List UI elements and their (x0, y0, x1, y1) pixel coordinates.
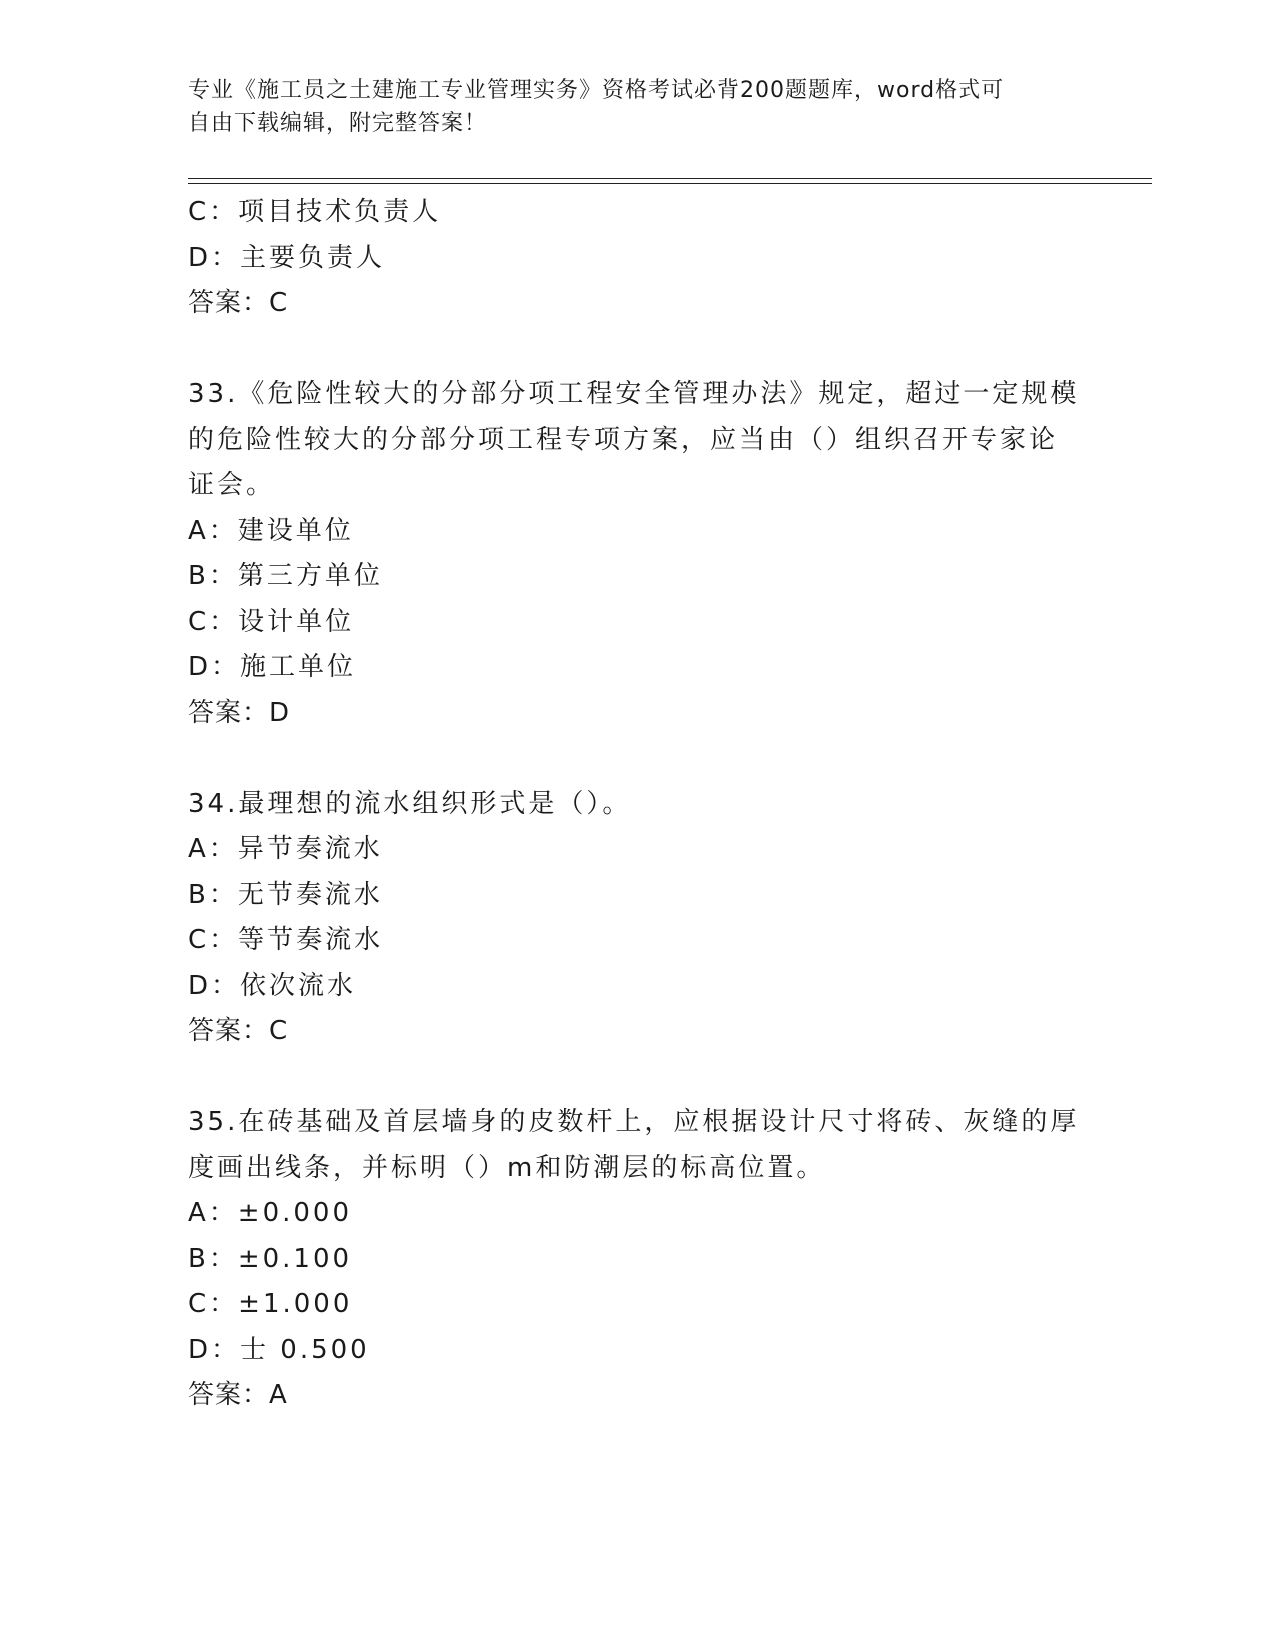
header-divider-top (188, 178, 1152, 179)
spacer (188, 327, 1088, 373)
option-c: C：设计单位 (188, 606, 355, 637)
answer-line: 答案：D (188, 697, 291, 728)
answer-line: 答案：C (188, 1016, 289, 1046)
option-a: A：建设单位 (188, 515, 354, 546)
question-stem: 33.《危险性较大的分部分项工程安全管理办法》规定，超过一定规模 (188, 379, 1080, 409)
document-header (188, 74, 1068, 140)
spacer (188, 736, 1088, 782)
option-c: C：等节奏流水 (188, 925, 384, 955)
question-stem: 证会。 (188, 470, 276, 500)
answer-line: 答案：A (188, 1380, 288, 1410)
option-b: B：第三方单位 (188, 561, 383, 591)
header-line-1: 专业《施工员之土建施工专业管理实务》资格考试必背200题题库，word格式可 (188, 78, 1005, 103)
option-a: A：±0.000 (188, 1198, 353, 1228)
option-d: D：主要负责人 (188, 242, 386, 273)
option-d: D：依次流水 (188, 970, 357, 1001)
option-b: B：无节奏流水 (188, 879, 383, 910)
question-stem: 的危险性较大的分部分项工程专项方案，应当由（）组织召开专家论 (188, 424, 1059, 455)
option-c: C：±1.000 (188, 1289, 353, 1319)
question-stem: 34.最理想的流水组织形式是（）。 (188, 788, 632, 819)
option-a: A：异节奏流水 (188, 834, 383, 864)
question-stem: 度画出线条，并标明（）m和防潮层的标高位置。 (188, 1152, 826, 1183)
question-block-32 (188, 190, 1088, 327)
question-block-34 (188, 782, 1088, 1055)
question-stem: 35.在砖基础及首层墙身的皮数杆上，应根据设计尺寸将砖、灰缝的厚 (188, 1107, 1080, 1137)
answer-line: 答案：C (188, 288, 289, 318)
document-body (188, 190, 1088, 1419)
spacer (188, 1055, 1088, 1101)
header-divider-bottom (188, 183, 1152, 184)
question-block-33 (188, 372, 1088, 736)
option-d: D：施工单位 (188, 652, 357, 682)
option-c: C：项目技术负责人 (188, 197, 442, 227)
option-b: B：±0.100 (188, 1243, 353, 1274)
option-d: D：士 0.500 (188, 1334, 370, 1365)
header-line-2: 自由下载编辑，附完整答案！ (188, 111, 488, 136)
question-block-35 (188, 1100, 1088, 1419)
